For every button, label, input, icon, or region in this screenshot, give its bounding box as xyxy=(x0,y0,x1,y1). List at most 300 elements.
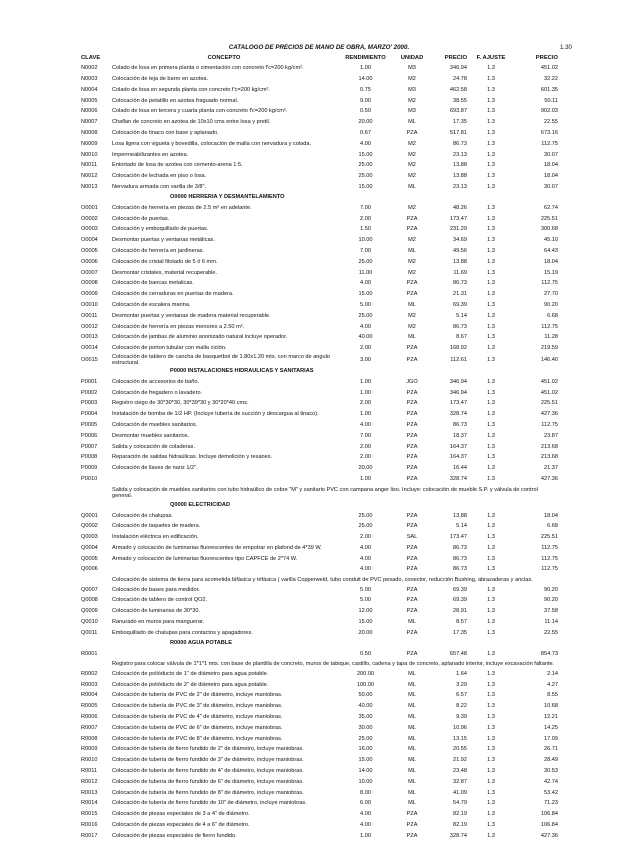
cell-concepto: Colocación de tubería de fierro fundido de 4" de diámetro, incluye maniobras. xyxy=(112,768,304,775)
cell-clave: O0009 xyxy=(81,291,98,298)
cell-precio: 517.81 xyxy=(449,129,467,136)
cell-f-ajuste: 1.3 xyxy=(487,389,495,396)
table-row xyxy=(79,787,560,798)
table-row xyxy=(79,777,560,788)
document-title-text: CATALOGO DE PRECIOS DE MANO DE OBRA, MARZO' 2000. xyxy=(228,44,410,51)
cell-f-ajuste: 1.3 xyxy=(487,768,495,775)
cell-precio-final: 106.84 xyxy=(540,822,558,829)
cell-clave: N0008 xyxy=(81,129,98,136)
cell-unidad: M2 xyxy=(408,323,416,330)
cell-concepto: Colado de losa en primera planta o cimentación con concreto f'c=200 kg/cm². xyxy=(112,65,304,72)
cell-unidad: PZA xyxy=(406,523,418,530)
cell-f-ajuste: 1.3 xyxy=(487,173,495,180)
cell-clave: O0003 xyxy=(81,226,98,233)
cell-rendimiento: 2.00 xyxy=(360,443,371,450)
cell-clave: N0003 xyxy=(81,75,98,82)
cell-f-ajuste: 1.3 xyxy=(487,443,495,450)
cell-clave: O0004 xyxy=(81,237,98,244)
cell-precio-final: 225.51 xyxy=(540,400,558,407)
table-row xyxy=(79,543,560,554)
table-row xyxy=(79,441,560,452)
cell-precio-final: 37.58 xyxy=(544,608,558,615)
cell-clave: R0011 xyxy=(81,768,98,775)
cell-f-ajuste: 1.3 xyxy=(487,703,495,710)
cell-precio: 164.37 xyxy=(449,454,467,461)
cell-rendimiento: 1.00 xyxy=(360,389,371,396)
cell-concepto: Colocación de tubería de PVC de 6" de diámetro, incluye maniobras. xyxy=(112,724,283,731)
cell-concepto: Colocación de luminarias de 30*30. xyxy=(112,608,201,615)
cell-unidad: ML xyxy=(408,757,416,764)
cell-precio: 28.91 xyxy=(453,608,467,615)
cell-concepto: Colocación de piezas especiales de fierro fundido. xyxy=(112,832,237,839)
cell-f-ajuste: 1.3 xyxy=(487,534,495,541)
cell-unidad: ML xyxy=(408,119,416,126)
cell-precio-final: 15.19 xyxy=(544,269,558,276)
cell-f-ajuste: 1.3 xyxy=(487,75,495,82)
cell-unidad: PZA xyxy=(406,400,418,407)
table-row xyxy=(79,224,560,235)
cell-f-ajuste: 1.3 xyxy=(487,523,495,530)
table-row xyxy=(79,755,560,766)
cell-precio: 23.48 xyxy=(453,768,467,775)
cell-unidad: PZA xyxy=(406,280,418,287)
cell-f-ajuste: 1.3 xyxy=(487,400,495,407)
cell-rendimiento: 14.00 xyxy=(358,75,373,82)
cell-precio-final: 27.70 xyxy=(544,291,558,298)
cell-concepto: Impermeabilizantes en azotea. xyxy=(112,151,189,158)
cell-precio: 8.22 xyxy=(456,703,467,710)
cell-precio: 86.73 xyxy=(453,323,467,330)
cell-f-ajuste: 1.3 xyxy=(487,291,495,298)
cell-unidad: PZA xyxy=(406,389,418,396)
table-header xyxy=(79,53,560,63)
cell-precio: 5.14 xyxy=(456,312,467,319)
cell-concepto: Colocación de chalupas. xyxy=(112,512,173,519)
section-heading-row xyxy=(79,638,560,648)
cell-f-ajuste: 1.3 xyxy=(487,724,495,731)
table-row xyxy=(79,744,560,755)
cell-precio-final: 12.21 xyxy=(544,714,558,721)
cell-clave: Q0009 xyxy=(81,608,98,615)
cell-f-ajuste: 1.3 xyxy=(487,619,495,626)
cell-precio: 1.64 xyxy=(456,670,467,677)
cell-unidad: M2 xyxy=(408,173,416,180)
cell-precio: 86.73 xyxy=(453,140,467,147)
cell-precio: 69.39 xyxy=(453,597,467,604)
cell-precio: 112.61 xyxy=(450,356,467,363)
cell-precio: 23.13 xyxy=(453,183,467,190)
cell-clave: P0009 xyxy=(81,465,98,472)
table-row xyxy=(79,617,560,628)
cell-unidad: PZA xyxy=(406,586,418,593)
cell-rendimiento: 4.00 xyxy=(360,566,371,573)
cell-f-ajuste: 1.3 xyxy=(487,650,495,657)
cell-unidad: M2 xyxy=(408,75,416,82)
cell-clave: O0001 xyxy=(81,204,98,211)
cell-clave: O0014 xyxy=(81,345,98,352)
cell-clave: Q0001 xyxy=(81,512,98,519)
cell-unidad: ML xyxy=(408,247,416,254)
cell-precio-final: 112.75 xyxy=(541,544,558,551)
cell-f-ajuste: 1.3 xyxy=(487,822,495,829)
cell-unidad: ML xyxy=(408,301,416,308)
cell-unidad: M3 xyxy=(408,108,416,115)
cell-rendimiento: 2.00 xyxy=(360,454,371,461)
cell-concepto: Registro ciego de 30*30*30, 30*39*30 y 30*20*40 cms. xyxy=(112,400,249,407)
cell-unidad: PZA xyxy=(406,597,418,604)
cell-clave: R0005 xyxy=(81,703,98,710)
cell-f-ajuste: 1.3 xyxy=(487,119,495,126)
cell-precio-final: 427.36 xyxy=(540,475,558,482)
cell-precio: 13.88 xyxy=(453,173,467,180)
cell-concepto: Colocación de fregadero o lavadero. xyxy=(112,389,203,396)
cell-f-ajuste: 1.3 xyxy=(487,670,495,677)
cell-unidad: ML xyxy=(408,692,416,699)
cell-precio: 173.47 xyxy=(449,215,467,222)
cell-f-ajuste: 1.3 xyxy=(487,356,495,363)
table-row xyxy=(79,431,560,442)
cell-f-ajuste: 1.3 xyxy=(487,454,495,461)
cell-rendimiento: 6.00 xyxy=(360,800,371,807)
cell-clave: R0006 xyxy=(81,714,98,721)
cell-f-ajuste: 1.3 xyxy=(487,800,495,807)
table-row xyxy=(79,809,560,820)
cell-unidad: M2 xyxy=(408,204,416,211)
cell-unidad: PZA xyxy=(406,465,418,472)
table-row xyxy=(79,463,560,474)
cell-precio: 20.55 xyxy=(453,746,467,753)
cell-rendimiento: 200.00 xyxy=(356,670,375,677)
table-row xyxy=(79,474,560,485)
cell-unidad: M2 xyxy=(408,140,416,147)
cell-concepto: Colocación de accesorios de baño. xyxy=(112,378,200,385)
cell-f-ajuste: 1.3 xyxy=(487,140,495,147)
table-row xyxy=(79,171,560,182)
cell-clave: O0007 xyxy=(81,269,98,276)
cell-clave: Q0003 xyxy=(81,534,98,541)
cell-unidad: M3 xyxy=(408,65,416,72)
cell-f-ajuste: 1.3 xyxy=(487,237,495,244)
cell-clave: O0010 xyxy=(81,301,98,308)
cell-concepto: Colado de losa en tercera y cuarta planta con concreto f'c=200 kg/cm². xyxy=(112,108,288,115)
cell-f-ajuste: 1.3 xyxy=(487,183,495,190)
cell-unidad: PZA xyxy=(406,345,418,352)
cell-precio: 32.87 xyxy=(453,778,467,785)
cell-unidad: M2 xyxy=(408,312,416,319)
table-row xyxy=(79,606,560,617)
cell-rendimiento: 4.00 xyxy=(360,323,371,330)
cell-unidad: PZA xyxy=(406,629,418,636)
cell-f-ajuste: 1.3 xyxy=(487,334,495,341)
table-row xyxy=(79,117,560,128)
cell-f-ajuste: 1.3 xyxy=(487,789,495,796)
cell-f-ajuste: 1.3 xyxy=(487,566,495,573)
cell-precio: 9.39 xyxy=(456,714,467,721)
cell-precio: 328.74 xyxy=(449,832,467,839)
cell-rendimiento: 2.00 xyxy=(360,534,371,541)
table-row xyxy=(79,128,560,139)
section-heading: R0000 AGUA POTABLE xyxy=(170,640,232,647)
cell-f-ajuste: 1.3 xyxy=(487,301,495,308)
table-row xyxy=(79,712,560,723)
cell-precio: 18.37 xyxy=(453,432,467,439)
cell-rendimiento: 100.00 xyxy=(356,681,375,688)
cell-rendimiento: 40.00 xyxy=(358,703,373,710)
cell-precio-final: 21.37 xyxy=(544,465,558,472)
cell-concepto: Colocación de polióducto de 2" de diámetro para agua potable. xyxy=(112,681,269,688)
document-title xyxy=(0,44,638,51)
cell-clave: P0001 xyxy=(81,378,98,385)
cell-rendimiento: 4.00 xyxy=(360,822,371,829)
cell-concepto: Nervadura armada con varilla de 3/8". xyxy=(112,183,207,190)
cell-f-ajuste: 1.3 xyxy=(487,746,495,753)
cell-concepto xyxy=(110,648,338,659)
cell-clave: R0016 xyxy=(81,822,98,829)
cell-concepto xyxy=(110,564,338,575)
cell-unidad: JGO xyxy=(406,378,418,385)
cell-unidad: ML xyxy=(408,724,416,731)
cell-concepto: Colocación de herrería en piezas de 2.5 m² en adelante. xyxy=(112,204,252,211)
cell-rendimiento: 0.75 xyxy=(360,86,371,93)
cell-concepto: Chaflan de concreto en azotea de 10x10 cms entre losa y pretil. xyxy=(112,119,271,126)
cell-precio-final: 22.55 xyxy=(544,629,558,636)
cell-unidad: PZA xyxy=(406,650,418,657)
cell-clave: O0011 xyxy=(81,312,98,319)
cell-rendimiento: 8.00 xyxy=(360,789,371,796)
cell-clave: R0007 xyxy=(81,724,98,731)
cell-precio: 13.88 xyxy=(453,162,467,169)
cell-rendimiento: 0.67 xyxy=(360,129,371,136)
cell-clave: N0013 xyxy=(81,183,98,190)
cell-clave: N0004 xyxy=(81,86,98,93)
cell-precio-final: 112.75 xyxy=(541,555,558,562)
table-row xyxy=(79,701,560,712)
cell-unidad: PZA xyxy=(406,432,418,439)
table-row xyxy=(79,106,560,117)
table-row xyxy=(79,289,560,300)
cell-rendimiento: 7.00 xyxy=(360,432,371,439)
cell-precio-final: 71.23 xyxy=(544,800,558,807)
cell-precio-final: 22.55 xyxy=(544,119,558,126)
cell-f-ajuste: 1.3 xyxy=(487,778,495,785)
cell-unidad: PZA xyxy=(406,454,418,461)
cell-unidad: ML xyxy=(408,681,416,688)
table-row xyxy=(79,820,560,831)
cell-rendimiento: 15.00 xyxy=(358,291,373,298)
cell-clave: N0009 xyxy=(81,140,98,147)
header-clave: CLAVE xyxy=(81,54,101,61)
cell-f-ajuste: 1.3 xyxy=(487,129,495,136)
cell-precio-final: 8.55 xyxy=(547,692,558,699)
table-row xyxy=(79,387,560,398)
cell-f-ajuste: 1.3 xyxy=(487,512,495,519)
cell-unidad: ML xyxy=(408,768,416,775)
cell-precio-final: 18.04 xyxy=(544,173,558,180)
cell-precio-final: 213.68 xyxy=(540,443,558,450)
cell-concepto: Colocación de tubería de fierro fundido de 2" de diámetro, incluye maniobras. xyxy=(112,746,304,753)
cell-clave: N0012 xyxy=(81,173,98,180)
cell-rendimiento: 30.00 xyxy=(358,724,373,731)
table-row xyxy=(79,648,560,659)
cell-unidad: PZA xyxy=(406,822,418,829)
cell-rendimiento: 25.00 xyxy=(358,258,373,265)
cell-precio: 346.94 xyxy=(449,65,467,72)
table-row xyxy=(79,766,560,777)
cell-clave: R0013 xyxy=(81,789,98,796)
table-row xyxy=(79,267,560,278)
cell-unidad: ML xyxy=(408,714,416,721)
cell-concepto: Colocación de polióducto de 1" de diámetro para agua potable. xyxy=(112,670,269,677)
cell-clave: P0008 xyxy=(81,454,98,461)
cell-precio: 49.56 xyxy=(453,247,467,254)
cell-concepto: Armado y colocación de luminarias fluorescentes de empotrar en plafond de 4*39 W. xyxy=(112,544,322,551)
cell-precio-final: 62.74 xyxy=(544,204,558,211)
table-row xyxy=(79,182,560,193)
cell-precio: 86.73 xyxy=(453,421,467,428)
cell-concepto: Colocación de escalera marina. xyxy=(112,301,191,308)
cell-precio: 462.58 xyxy=(449,86,467,93)
table-row xyxy=(79,203,560,214)
cell-f-ajuste: 1.3 xyxy=(487,151,495,158)
cell-rendimiento: 9.00 xyxy=(360,97,371,104)
cell-precio: 48.26 xyxy=(453,204,467,211)
cell-precio: 24.78 xyxy=(453,75,467,82)
cell-unidad: PZA xyxy=(406,421,418,428)
cell-clave: R0012 xyxy=(81,778,98,785)
cell-rendimiento: 1.00 xyxy=(360,475,371,482)
cell-precio-final: 112.75 xyxy=(541,566,558,573)
cell-precio-final: 64.43 xyxy=(544,247,558,254)
cell-precio: 16.44 xyxy=(453,465,467,472)
cell-concepto: Entortado de losa de azotea con cemento-arena 1:5. xyxy=(112,162,243,169)
table-row xyxy=(79,235,560,246)
cell-precio-final: 673.16 xyxy=(540,129,558,136)
section-heading-row xyxy=(79,500,560,510)
cell-precio-final: 451.02 xyxy=(540,378,558,385)
cell-concepto: Salida y colocación de coladeras. xyxy=(112,443,196,450)
cell-clave: R0015 xyxy=(81,811,98,818)
cell-precio-final: 2.14 xyxy=(547,670,558,677)
cell-unidad: PZA xyxy=(406,544,418,551)
cell-f-ajuste: 1.3 xyxy=(487,323,495,330)
cell-precio-final: 10.68 xyxy=(544,703,558,710)
cell-precio-final: 854.73 xyxy=(540,650,558,657)
cell-precio-final: 18.04 xyxy=(544,162,558,169)
table-row xyxy=(79,669,560,680)
table-row xyxy=(79,377,560,388)
cell-rendimiento: 25.00 xyxy=(358,312,373,319)
cell-clave: N0010 xyxy=(81,151,98,158)
cell-precio-final: 30.07 xyxy=(544,151,558,158)
cell-precio-final: 23.87 xyxy=(544,432,558,439)
cell-precio-final: 6.68 xyxy=(547,523,558,530)
cell-precio: 5.14 xyxy=(456,523,467,530)
cell-rendimiento: 4.00 xyxy=(360,544,371,551)
table-row xyxy=(79,452,560,463)
cell-f-ajuste: 1.3 xyxy=(487,65,495,72)
cell-unidad: PZA xyxy=(406,215,418,222)
cell-rendimiento: 15.00 xyxy=(358,151,373,158)
cell-unidad: PZA xyxy=(406,129,418,136)
cell-precio-final: 112.75 xyxy=(541,140,558,147)
table-row xyxy=(79,510,560,521)
cell-unidad: ML xyxy=(408,334,416,341)
cell-f-ajuste: 1.3 xyxy=(487,378,495,385)
cell-precio-final: 601.35 xyxy=(540,86,558,93)
cell-clave: P0010 xyxy=(81,475,98,482)
cell-clave: R0003 xyxy=(81,681,98,688)
cell-precio-final: 17.09 xyxy=(544,735,558,742)
cell-precio: 173.47 xyxy=(449,534,467,541)
cell-concepto: Colocación de herrería en jardineras. xyxy=(112,247,205,254)
cell-clave: O0006 xyxy=(81,258,98,265)
cell-precio: 17.35 xyxy=(453,629,467,636)
cell-clave: Q0007 xyxy=(81,586,98,593)
cell-precio-final: 219.59 xyxy=(540,345,558,352)
cell-precio-final: 451.02 xyxy=(540,65,558,72)
cell-precio: 86.73 xyxy=(453,566,467,573)
description-continuation-row xyxy=(79,659,560,668)
cell-precio-final: 18.04 xyxy=(544,512,558,519)
cell-unidad: PZA xyxy=(406,356,418,363)
table-row xyxy=(79,257,560,268)
cell-rendimiento: 20.00 xyxy=(358,629,373,636)
cell-precio: 38.55 xyxy=(453,97,467,104)
table-row xyxy=(79,246,560,257)
cell-unidad: PZA xyxy=(406,555,418,562)
cell-precio: 82.19 xyxy=(453,811,467,818)
table-row xyxy=(79,628,560,639)
cell-rendimiento: 2.00 xyxy=(360,400,371,407)
cell-precio-final: 18.04 xyxy=(544,258,558,265)
cell-concepto: Colocación de tablero de control QO2. xyxy=(112,597,208,604)
cell-f-ajuste: 1.3 xyxy=(487,681,495,688)
cell-precio: 34.69 xyxy=(453,237,467,244)
cell-rendimiento: 12.00 xyxy=(358,608,373,615)
item-description: Salida y colocación de muebles sanitarios con tubo hidraúlico de cobre "M" y sanitario PVC con campana anger liso. Incluye: colocación de mueble S.P. y válvula de control general. xyxy=(112,486,538,499)
cell-unidad: ML xyxy=(408,735,416,742)
cell-precio: 11.69 xyxy=(453,269,467,276)
cell-precio: 168.92 xyxy=(449,345,467,352)
cell-concepto: Colocación de tubería de PVC de 3" de diámetro, incluye maniobras. xyxy=(112,703,283,710)
cell-f-ajuste: 1.3 xyxy=(487,432,495,439)
cell-precio: 13.88 xyxy=(453,258,467,265)
cell-precio: 69.39 xyxy=(453,301,467,308)
cell-clave: P0005 xyxy=(81,421,98,428)
cell-clave: R0004 xyxy=(81,692,98,699)
cell-concepto: Colocación de lechada en piso o losa. xyxy=(112,173,207,180)
section-heading-row xyxy=(79,367,560,377)
cell-unidad: ML xyxy=(408,183,416,190)
cell-concepto: Colocación de taquetes de madera. xyxy=(112,523,201,530)
cell-f-ajuste: 1.3 xyxy=(487,258,495,265)
table-row xyxy=(79,149,560,160)
cell-rendimiento: 0.50 xyxy=(360,108,371,115)
cell-precio-final: 146.40 xyxy=(540,356,558,363)
cell-precio: 23.13 xyxy=(453,151,467,158)
cell-precio-final: 30.07 xyxy=(544,183,558,190)
cell-clave: R0008 xyxy=(81,735,98,742)
table-row xyxy=(79,798,560,809)
cell-concepto: Colocación de tubería de fierro fundido de 6" de diámetro, incluye maniobras. xyxy=(112,778,304,785)
table-row xyxy=(79,723,560,734)
table-row xyxy=(79,532,560,543)
cell-precio-final: 902.03 xyxy=(540,108,558,115)
cell-rendimiento: 16.00 xyxy=(358,746,373,753)
item-description: Registro para colocar válvula de 1*1*1 mts. con base de plantilla de concreto, muros de tabique, castillo, cadena y tapa de concreto, aplanado interior, incluye excavación faltante. xyxy=(112,661,555,668)
cell-rendimiento: 15.00 xyxy=(358,619,373,626)
cell-precio-final: 45.10 xyxy=(544,237,558,244)
